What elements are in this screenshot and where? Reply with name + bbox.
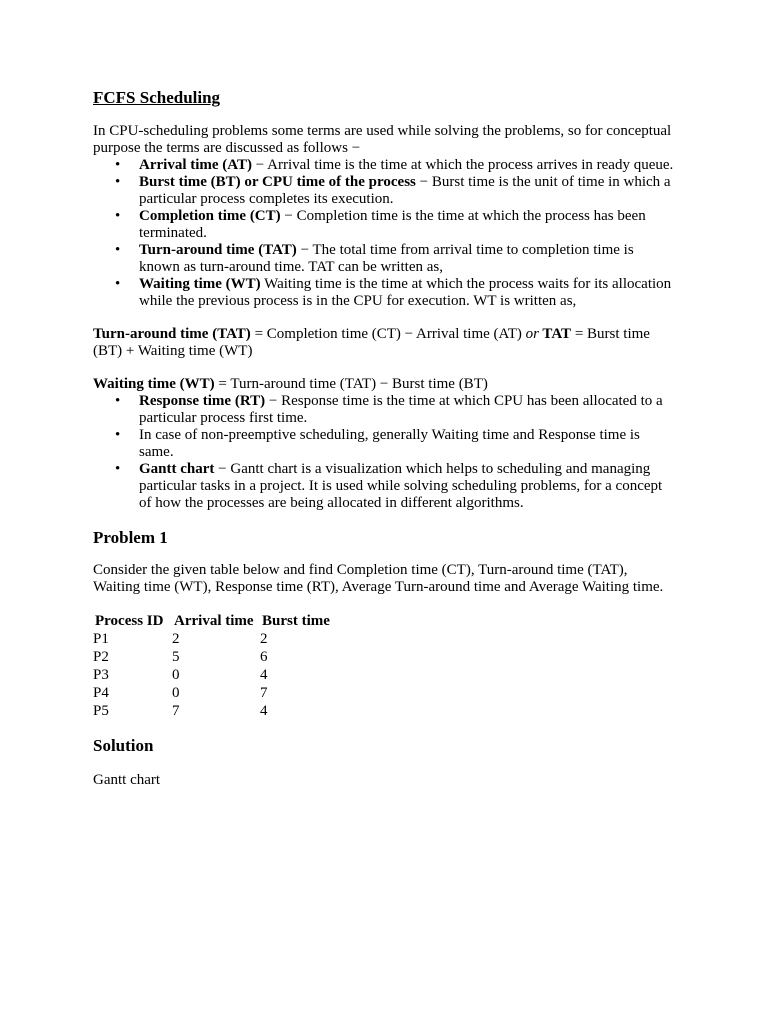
- intro-paragraph: In CPU-scheduling problems some terms are used while solving the problems, so for conceptual purpose the terms are discussed as follows −: [93, 123, 672, 156]
- term-text: Waiting time is the time at which the process waits for its allocation while the previous process is in the CPU for execution. WT is written as,: [139, 276, 672, 309]
- cell-process-id: P5: [93, 702, 109, 719]
- term-label: Completion time (CT): [139, 208, 281, 224]
- table-header-row: [93, 612, 332, 630]
- term-label: Response time (RT): [139, 393, 266, 409]
- cell-process-id: P3: [93, 666, 109, 683]
- term-label: Arrival time (AT): [139, 157, 253, 173]
- bullet-icon: •: [115, 242, 121, 258]
- wt-formula: [93, 376, 678, 393]
- cell-process-id: P2: [93, 648, 109, 665]
- cell-process-id: P1: [93, 630, 109, 647]
- column-header-process-id: Process ID: [95, 612, 164, 629]
- term-text: − Response time is the time at which CPU has been allocated to a particular process first time.: [139, 393, 663, 426]
- cell-arrival-time: 5: [172, 648, 180, 665]
- terms-list: [93, 157, 678, 310]
- process-table: [93, 612, 332, 720]
- term-label: Turn-around time (TAT): [139, 242, 297, 258]
- cell-burst-time: 7: [260, 684, 268, 701]
- terms-list-2: [93, 393, 678, 512]
- term-item-completion-time: [93, 208, 678, 242]
- table-row: [93, 666, 332, 684]
- formula-rhs-2: = Burst time (BT) + Waiting time (WT): [93, 326, 650, 359]
- formula-lhs: Waiting time (WT): [93, 376, 215, 392]
- cell-burst-time: 6: [260, 648, 268, 665]
- problem-heading: Problem 1: [93, 528, 168, 547]
- problem-description: Consider the given table below and find Completion time (CT), Turn-around time (TAT), Waiting time (WT), Response time (RT), Average Turn-around time and Average Waiting time.: [93, 562, 664, 595]
- term-item-turnaround-time: [93, 242, 678, 276]
- cell-process-id: P4: [93, 684, 109, 701]
- cell-burst-time: 2: [260, 630, 268, 647]
- term-label: Burst time (BT) or CPU time of the process: [139, 174, 416, 190]
- bullet-icon: •: [115, 157, 121, 173]
- bullet-icon: •: [115, 174, 121, 190]
- tat-formula: [93, 326, 678, 360]
- term-item-response-time: [93, 393, 678, 427]
- cell-arrival-time: 7: [172, 702, 180, 719]
- term-item-waiting-time: [93, 276, 678, 310]
- document-page: [93, 88, 678, 789]
- table-row: [93, 702, 332, 720]
- table-row: [93, 648, 332, 666]
- cell-arrival-time: 0: [172, 666, 180, 683]
- term-item-non-preemptive-note: [93, 427, 678, 461]
- term-text: − Gantt chart is a visualization which helps to scheduling and managing particular tasks in a project. It is used while solving scheduling problems, for a concept of how the processes are being allocated in different algorithms.: [139, 461, 663, 511]
- bullet-icon: •: [115, 393, 121, 409]
- column-header-burst-time: Burst time: [262, 612, 330, 629]
- gantt-chart-label: Gantt chart: [93, 772, 161, 788]
- table-row: [93, 684, 332, 702]
- bullet-icon: •: [115, 427, 121, 443]
- term-text: − Burst time is the unit of time in which a particular process completes its execution.: [139, 174, 671, 207]
- table-row: [93, 630, 332, 648]
- bullet-icon: •: [115, 461, 121, 477]
- cell-arrival-time: 2: [172, 630, 180, 647]
- bullet-icon: •: [115, 208, 121, 224]
- formula-rhs: = Completion time (CT) − Arrival time (AT): [250, 326, 526, 342]
- column-header-arrival-time: Arrival time: [174, 612, 254, 629]
- term-item-gantt-chart: [93, 461, 678, 512]
- formula-tat-label: TAT: [538, 326, 572, 342]
- cell-burst-time: 4: [260, 702, 268, 719]
- term-text: − Arrival time is the time at which the process arrives in ready queue.: [252, 157, 674, 173]
- formula-rhs: = Turn-around time (TAT) − Burst time (BT): [214, 376, 488, 392]
- cell-burst-time: 4: [260, 666, 268, 683]
- term-item-arrival-time: [93, 157, 678, 174]
- bullet-icon: •: [115, 276, 121, 292]
- term-text: In case of non-preemptive scheduling, generally Waiting time and Response time is same.: [139, 427, 640, 460]
- term-item-burst-time: [93, 174, 678, 208]
- term-text: − Completion time is the time at which the process has been terminated.: [139, 208, 646, 241]
- solution-heading: Solution: [93, 736, 154, 755]
- cell-arrival-time: 0: [172, 684, 180, 701]
- formula-lhs: Turn-around time (TAT): [93, 326, 251, 342]
- formula-or: or: [525, 326, 539, 342]
- page-title: FCFS Scheduling: [93, 88, 221, 107]
- term-label: Waiting time (WT): [139, 276, 261, 292]
- term-label: Gantt chart: [139, 461, 215, 477]
- term-text: − The total time from arrival time to completion time is known as turn-around time. TAT can be written as,: [139, 242, 634, 275]
